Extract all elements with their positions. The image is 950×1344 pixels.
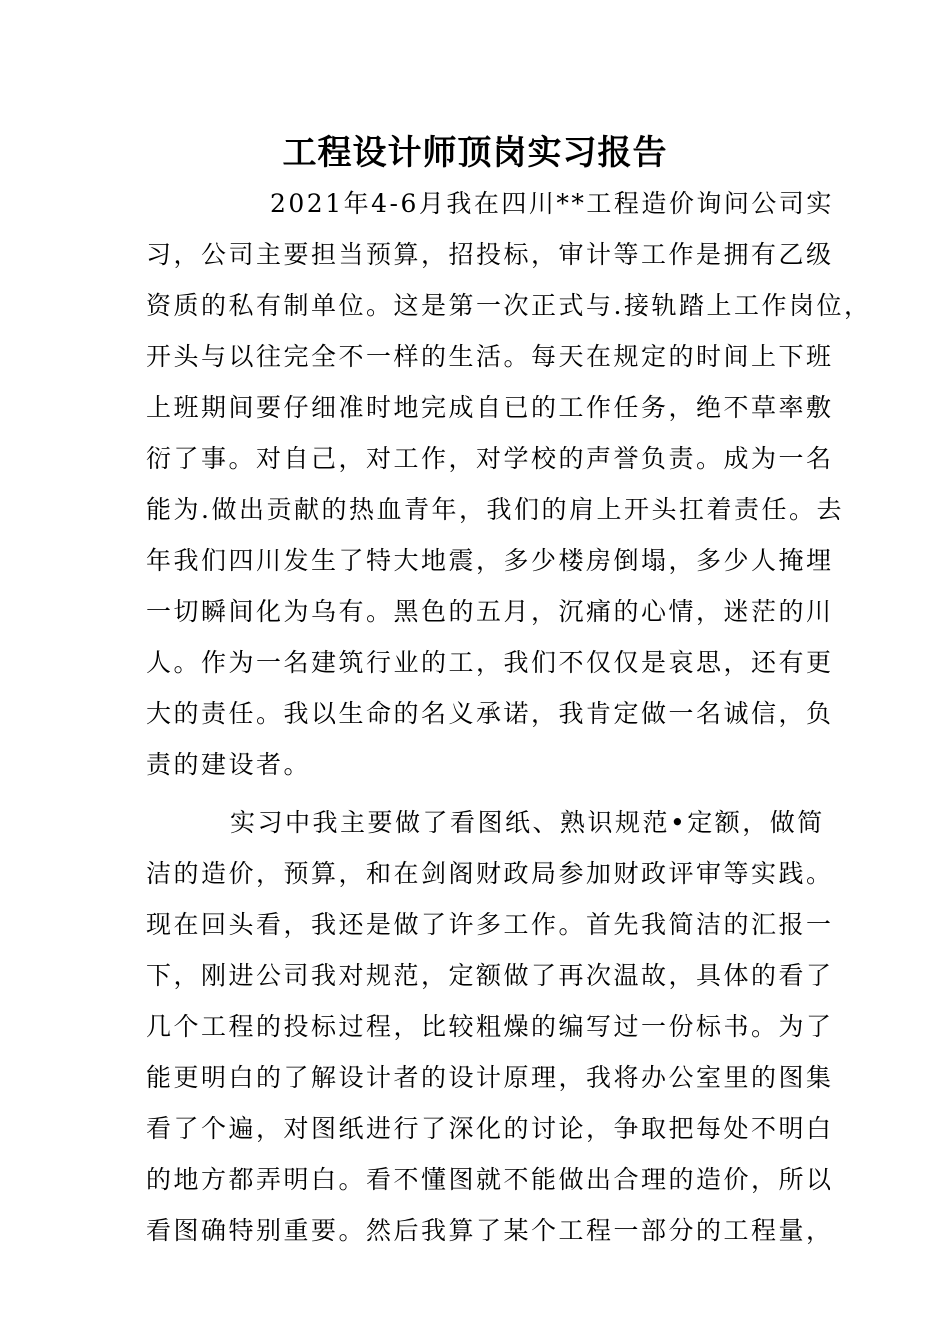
paragraph-line: 能更明白的了解设计者的设计原理，我将办公室里的图集 xyxy=(146,1063,834,1092)
paragraph-line: 资质的私有制单位。这是第一次正式与.接轨踏上工作岗位， xyxy=(146,291,872,320)
paragraph-line: 洁的造价，预算，和在剑阁财政局参加财政评审等实践。 xyxy=(146,859,834,888)
paragraph-line: 上班期间要仔细准时地完成自已的工作任务，绝不草率敷 xyxy=(146,393,834,422)
paragraph-line: 开头与以往完全不一样的生活。每天在规定的时间上下班 xyxy=(146,342,834,371)
paragraph-line: 衍了事。对自己，对工作，对学校的声誉负责。成为一名 xyxy=(146,444,834,473)
paragraph-line: 几个工程的投标过程，比较粗燥的编写过一份标书。为了 xyxy=(146,1012,834,1041)
paragraph-1 xyxy=(146,178,872,790)
document-title: 工程设计师顶岗实习报告 xyxy=(282,133,668,173)
paragraph-spacer xyxy=(146,790,826,797)
paragraph-line: 的地方都弄明白。看不懂图就不能做出合理的造价，所以 xyxy=(146,1165,834,1194)
paragraph-line: 现在回头看，我还是做了许多工作。首先我简洁的汇报一 xyxy=(146,910,834,939)
paragraph-line: 能为.做出贡献的热血青年，我们的肩上开头扛着责任。去 xyxy=(146,495,844,524)
paragraph-line: 年我们四川发生了特大地震，多少楼房倒塌，多少人掩埋 xyxy=(146,546,834,575)
paragraph-line: 看图确特别重要。然后我算了某个工程一部分的工程量， xyxy=(146,1216,834,1245)
paragraph-line: 一切瞬间化为乌有。黑色的五月，沉痛的心情，迷茫的川 xyxy=(146,597,834,626)
paragraph-line: 实习中我主要做了看图纸、熟识规范•定额，做简 xyxy=(230,808,825,837)
document-body xyxy=(146,178,872,1256)
paragraph-line: 大的责任。我以生命的名义承诺，我肯定做一名诚信，负 xyxy=(146,699,834,728)
paragraph-line: 责的建设者。 xyxy=(146,750,312,779)
paragraph-line: 2021年4-6月我在四川**工程造价询问公司实 xyxy=(270,189,834,218)
paragraph-line: 人。作为一名建筑行业的工，我们不仅仅是哀思，还有更 xyxy=(146,648,834,677)
paragraph-line: 看了个遍，对图纸进行了深化的讨论，争取把每处不明白 xyxy=(146,1114,834,1143)
paragraph-2 xyxy=(146,797,834,1256)
paragraph-line: 下，刚进公司我对规范，定额做了再次温故，具体的看了 xyxy=(146,961,834,990)
paragraph-line: 习，公司主要担当预算，招投标，审计等工作是拥有乙级 xyxy=(146,240,834,269)
